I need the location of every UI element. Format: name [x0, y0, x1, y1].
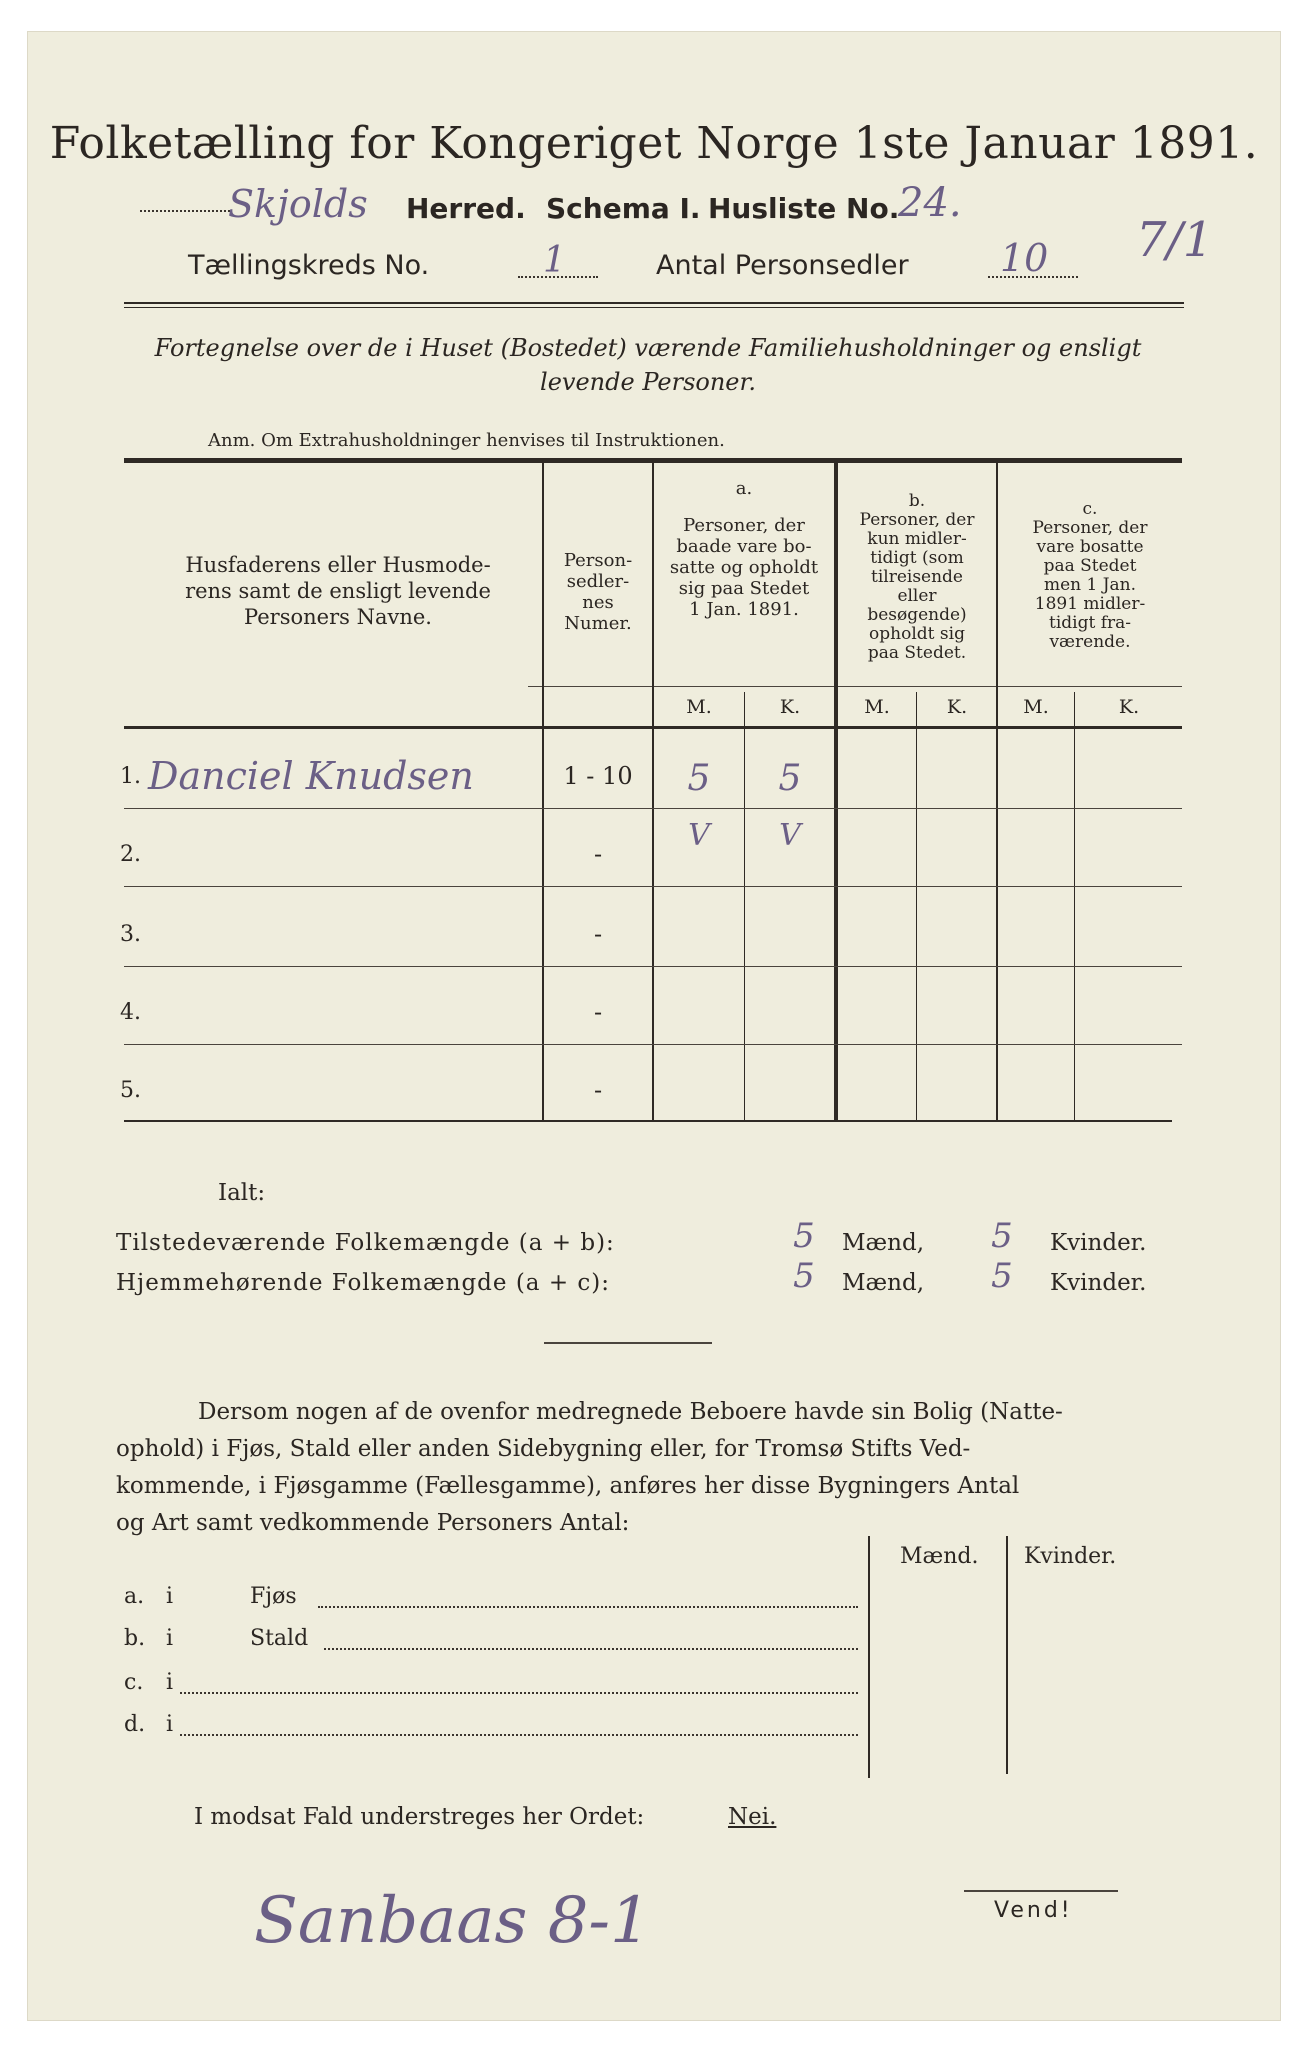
table-bottom-rule	[124, 1120, 1172, 1122]
col-a-line: satte og opholdt	[669, 557, 819, 578]
col-c-line: men 1 Jan.	[1043, 575, 1137, 595]
vend-rule	[964, 1890, 1118, 1892]
outb-maend-header: Mænd.	[900, 1544, 979, 1569]
col-a-line: sig paa Stedet	[678, 578, 810, 599]
para-line: ophold) i Fjøs, Stald eller anden Sidebygning eller, for Tromsø Stifts Ved-	[116, 1436, 971, 1462]
antal-value: 10	[1000, 236, 1049, 280]
modsat-text: I modsat Fald understreges her Ordet:	[194, 1804, 645, 1830]
row-rule	[124, 808, 1182, 809]
hjemme-maend-value: 5	[793, 1256, 815, 1296]
col-c-line: paa Stedet	[1043, 556, 1137, 576]
col-c-line: værende.	[1049, 632, 1131, 652]
outb-item-i: i	[166, 1670, 174, 1695]
row-a-m: V	[688, 818, 710, 853]
outb-col-line	[1006, 1536, 1008, 1774]
row-rule	[124, 1044, 1182, 1045]
herred-value: Skjolds	[228, 182, 368, 226]
b-k-label: K.	[946, 696, 968, 718]
outb-col-line	[868, 1536, 870, 1778]
a-k-label: K.	[779, 696, 801, 718]
row-number: 3.	[120, 922, 141, 947]
col-name-line: Personers Navne.	[244, 605, 432, 629]
form-title: Folketælling for Kongeriget Norge 1ste Januar 1891.	[49, 118, 1259, 169]
col-num-line: Person-	[563, 550, 633, 571]
outb-item-leader	[318, 1606, 858, 1608]
census-form-page	[28, 32, 1280, 2020]
row-a-k: 5	[778, 758, 802, 799]
tilstede-kvinder-value: 5	[991, 1216, 1013, 1256]
col-b-line: tidigt (som	[870, 548, 964, 568]
col-name-header	[138, 552, 538, 630]
tilstede-kvinder-label: Kvinder.	[1050, 1230, 1147, 1256]
col-c-letter: c.	[1082, 499, 1098, 519]
row-num-range: -	[593, 840, 603, 868]
col-b-line: tilreisende	[870, 567, 963, 587]
outb-kvinder-header: Kvinder.	[1024, 1544, 1117, 1569]
col-num-line: Numer.	[564, 613, 632, 634]
antal-label: Antal Personsedler	[656, 250, 909, 281]
intro-line-1: Fortegnelse over de i Huset (Bostedet) værende Familiehusholdninger og ensligt	[154, 334, 1142, 362]
outb-item-i: i	[166, 1626, 174, 1651]
section-divider	[544, 1342, 712, 1344]
outb-item-letter: d.	[124, 1712, 146, 1737]
nei-word: Nei.	[728, 1804, 777, 1830]
header-rule	[124, 302, 1184, 304]
col-a-header	[654, 478, 834, 620]
outb-item-letter: c.	[124, 1670, 144, 1695]
tilstede-maend-value: 5	[793, 1216, 815, 1256]
outb-item-name: Stald	[250, 1626, 309, 1651]
col-name-line: Husfaderens eller Husmode-	[185, 553, 491, 577]
signature: Sanbaas 8-1	[254, 1884, 651, 1958]
kreds-label: Tællingskreds No.	[188, 250, 430, 281]
outb-item-name: Fjøs	[250, 1584, 297, 1609]
herred-leader	[140, 210, 230, 212]
row-number: 5.	[120, 1078, 141, 1103]
row-num-range: 1 - 10	[563, 762, 633, 790]
hjemme-label: Hjemmehørende Folkemængde (a + c):	[116, 1270, 610, 1296]
col-b-line: paa Stedet.	[867, 643, 967, 663]
husliste-label: Husliste No.	[708, 192, 900, 225]
outb-item-leader	[324, 1648, 858, 1650]
para-line: og Art samt vedkommende Personers Antal:	[116, 1510, 630, 1536]
col-a-line: baade vare bo-	[676, 536, 812, 557]
intro-line-2: levende Personer.	[540, 368, 756, 396]
outb-item-leader	[180, 1692, 858, 1694]
col-num-line: nes	[582, 592, 614, 613]
c-k-label: K.	[1118, 696, 1140, 718]
col-b-letter: b.	[908, 491, 926, 511]
col-c-line: Personer, der	[1032, 518, 1148, 538]
outbuildings-paragraph	[116, 1394, 1196, 1542]
col-name-line: rens samt de ensligt levende	[185, 579, 491, 603]
vend-label: Vend!	[994, 1898, 1073, 1923]
row-a-m: 5	[687, 758, 711, 799]
row-number: 2.	[120, 842, 141, 867]
header-rule-thin	[124, 307, 1184, 308]
col-b-line: kun midler-	[867, 529, 967, 549]
schema-label: Schema I.	[546, 192, 701, 225]
col-b-line: eller	[897, 586, 937, 606]
kreds-value: 1	[543, 240, 566, 281]
col-b-header	[838, 492, 996, 663]
col-a-mk	[744, 692, 745, 1120]
col-a-line: 1 Jan. 1891.	[689, 599, 799, 620]
hjemme-kvinder-value: 5	[991, 1256, 1013, 1296]
row-number: 4.	[120, 1000, 141, 1025]
col-c-mk	[1074, 692, 1075, 1120]
col-b-line: opholdt sig	[869, 624, 965, 644]
col-c-line: vare bosatte	[1036, 537, 1144, 557]
outb-item-i: i	[166, 1584, 174, 1609]
col-b-mk	[916, 692, 917, 1120]
a-m-label: M.	[686, 696, 712, 718]
outb-item-leader	[180, 1734, 858, 1736]
col-num-line: sedler-	[566, 571, 630, 592]
corner-note: 7/1	[1136, 212, 1214, 268]
para-line: kommende, i Fjøsgamme (Fællesgamme), anføres her disse Bygningers Antal	[116, 1473, 1020, 1499]
ialt-label: Ialt:	[218, 1180, 266, 1206]
col-c-line: 1891 midler-	[1034, 594, 1146, 614]
c-m-label: M.	[1023, 696, 1049, 718]
col-a-letter: a.	[735, 478, 753, 499]
para-line: Dersom nogen af de ovenfor medregnede Beboere havde sin Bolig (Natte-	[198, 1399, 1063, 1425]
tilstede-label: Tilstedeværende Folkemængde (a + b):	[116, 1230, 615, 1256]
row-num-range: -	[593, 998, 603, 1026]
row-a-k: V	[779, 818, 801, 853]
row-num-range: -	[593, 1076, 603, 1104]
col-a-line: Personer, der	[683, 515, 805, 536]
row-rule	[124, 886, 1182, 887]
outb-item-letter: b.	[124, 1626, 146, 1651]
hjemme-maend-label: Mænd,	[842, 1270, 925, 1296]
row-rule	[124, 966, 1182, 967]
spacer	[654, 499, 834, 515]
anm-note: Anm. Om Extrahusholdninger henvises til Instruktionen.	[208, 430, 725, 451]
hjemme-kvinder-label: Kvinder.	[1050, 1270, 1147, 1296]
outb-item-letter: a.	[124, 1584, 145, 1609]
row-name: Danciel Knudsen	[148, 754, 474, 798]
husliste-value: 24.	[898, 180, 962, 226]
col-c-header	[998, 500, 1182, 652]
outb-item-i: i	[166, 1712, 174, 1737]
b-m-label: M.	[864, 696, 890, 718]
col-b-line: besøgende)	[867, 605, 967, 625]
tilstede-maend-label: Mænd,	[842, 1230, 925, 1256]
row-number: 1.	[120, 764, 141, 789]
col-b-line: Personer, der	[859, 510, 975, 530]
col-c-line: tidigt fra-	[1048, 613, 1131, 633]
row-num-range: -	[593, 920, 603, 948]
col-num-header	[544, 550, 652, 634]
mk-rule	[528, 686, 1182, 687]
herred-label: Herred.	[406, 192, 526, 225]
